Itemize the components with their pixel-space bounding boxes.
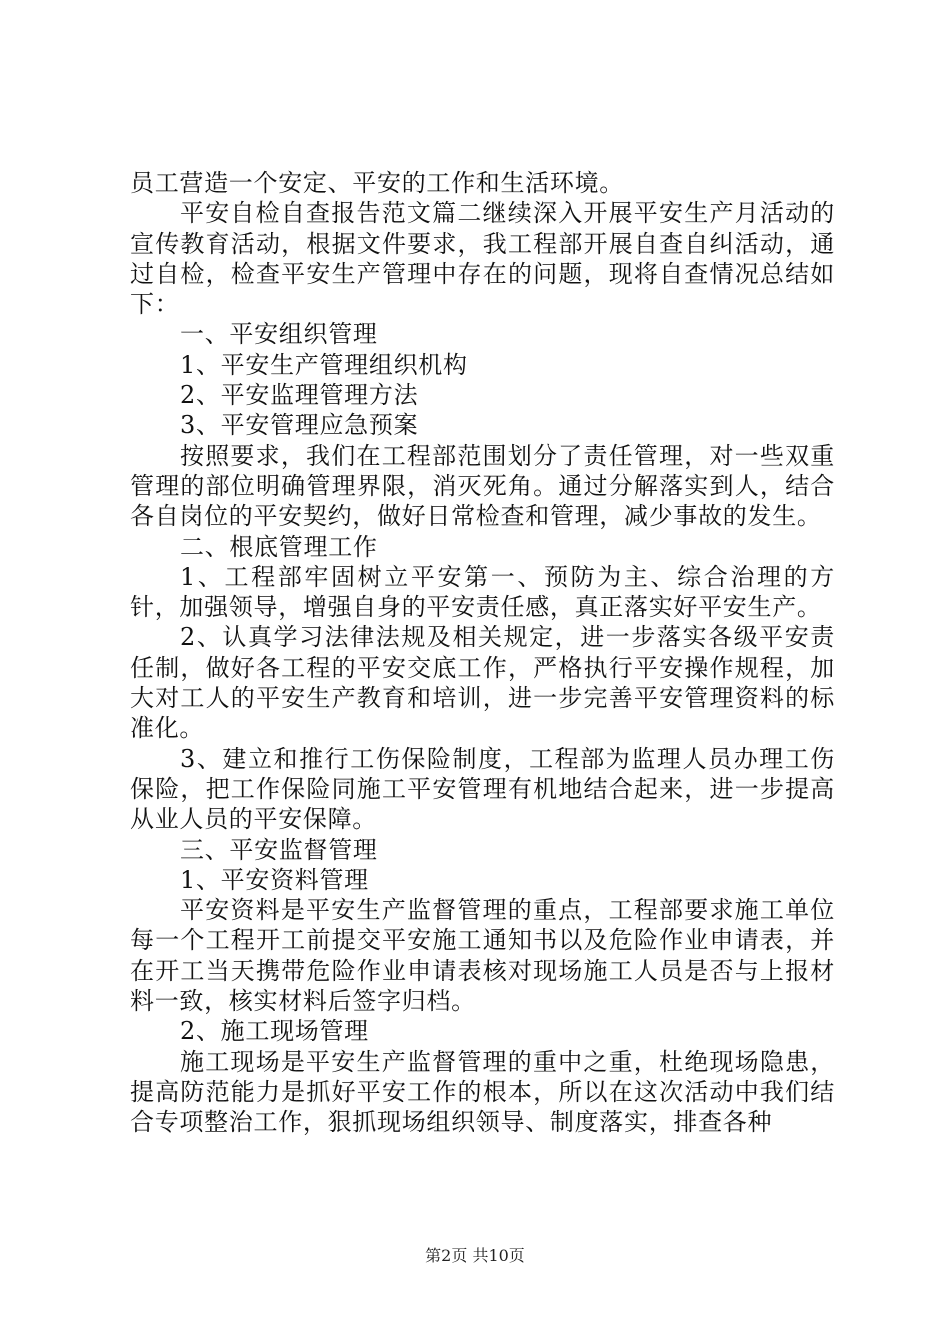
list-item: 3、平安管理应急预案 [180, 411, 419, 440]
page-number-footer: 第2页 共10页 [425, 1246, 525, 1265]
section-heading: 二、根底管理工作 [180, 532, 378, 561]
paragraph: 按照要求，我们在工程部范围划分了责任管理，对一些双重管理的部位明确管理界限，消灭死角。通过分解落实到人，结合各自岗位的平安契约，做好日常检查和管理，减少事故的发生。 [130, 441, 835, 531]
paragraph: 平安资料是平安生产监督管理的重点，工程部要求施工单位每一个工程开工前提交平安施工通知书以及危险作业申请表，并在开工当天携带危险作业申请表核对现场施工人员是否与上报材料一致，核实材料后签字归档。 [130, 896, 835, 1016]
paragraph: 平安自检自查报告范文篇二继续深入开展平安生产月活动的宣传教育活动，根据文件要求，我工程部开展自查自纠活动，通过自检，检查平安生产管理中存在的问题，现将自查情况总结如下： [130, 199, 835, 319]
list-item: 1、平安生产管理组织机构 [180, 350, 468, 379]
section-heading: 一、平安组织管理 [180, 320, 378, 349]
document-body [130, 168, 835, 1138]
subsection-heading: 2、施工现场管理 [180, 1017, 369, 1046]
paragraph: 2、认真学习法律法规及相关规定，进一步落实各级平安责任制，做好各工程的平安交底工作，严格执行平安操作规程，加大对工人的平安生产教育和培训，进一步完善平安管理资料的标准化。 [130, 623, 835, 743]
paragraph: 员工营造一个安定、平安的工作和生活环境。 [130, 169, 624, 197]
subsection-heading: 1、平安资料管理 [180, 865, 369, 894]
list-item: 2、平安监理管理方法 [180, 381, 419, 410]
paragraph: 施工现场是平安生产监督管理的重中之重，杜绝现场隐患，提高防范能力是抓好平安工作的根本，所以在这次活动中我们结合专项整治工作，狠抓现场组织领导、制度落实，排查各种 [130, 1047, 835, 1137]
paragraph: 1、工程部牢固树立平安第一、预防为主、综合治理的方针，加强领导，增强自身的平安责任感，真正落实好平安生产。 [130, 562, 835, 622]
paragraph: 3、建立和推行工伤保险制度，工程部为监理人员办理工伤保险，把工作保险同施工平安管理有机地结合起来，进一步提高从业人员的平安保障。 [130, 744, 835, 834]
section-heading: 三、平安监督管理 [180, 835, 378, 864]
